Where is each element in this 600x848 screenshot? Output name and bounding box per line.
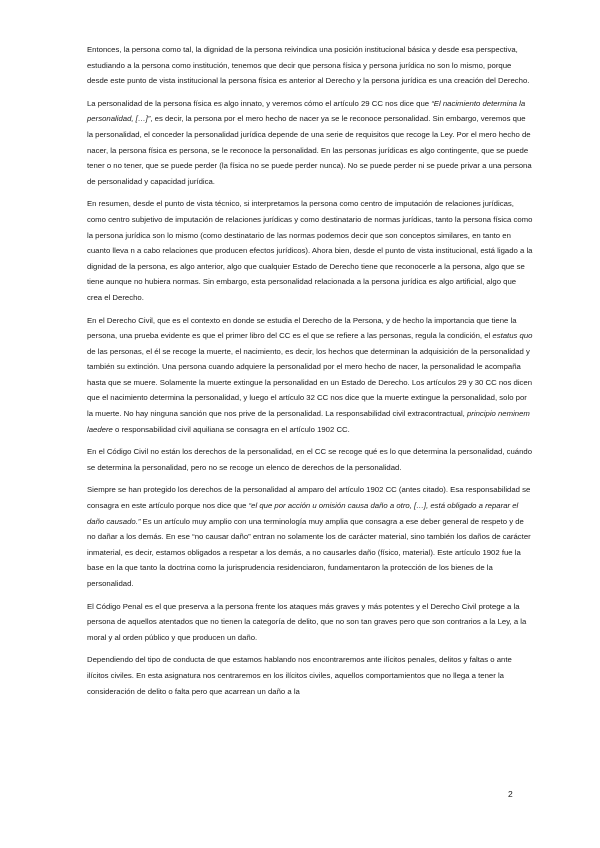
- paragraph: [87, 444, 533, 475]
- paragraph-text: de las personas, el él se recoge la muerte, el nacimiento, es decir, los hechos que determinan la adquisición de la personalidad y también su extinción. Una persona cuando adquiere la personalidad por el mero hecho de nacer, la personalidad le acompaña hasta que se muere. Solamente la muerte extingue la personalidad en un Estado de Derecho. Los artículos 29 y 30 CC nos dicen que el nacimiento determina la personalidad, y luego el artículo 32 CC nos dice que la muerte extingue la personalidad, solo por la muerte. No hay ninguna sanción que nos prive de la personalidad. La responsabilidad civil extracontractual,: [87, 346, 533, 419]
- paragraph: [87, 196, 533, 305]
- italic-text: principio neminem laedere: [87, 409, 530, 434]
- paragraph-text: Entonces, la persona como tal, la dignidad de la persona reivindica una posición institucional básica y desde esa perspectiva, estudiando a la persona como institución, tenemos que decir que persona física y persona jurídica no son lo mismo, porque desde este punto de vista institucional la persona física es anterior al Derecho y la persona jurídica es una creación del Derecho.: [87, 45, 530, 86]
- page-number: 2: [508, 789, 513, 799]
- paragraph-text: El Código Penal es el que preserva a la persona frente los ataques más graves y más potentes y el Derecho Civil protege a la persona de aquellos atentados que no tienen la categoría de delito, que no son tan graves pero que son contrarios a la Ley, a la moral y al orden público y que producen un daño.: [87, 601, 527, 642]
- paragraph: [87, 42, 533, 89]
- body-text: [87, 42, 533, 706]
- paragraph-text: En el Derecho Civil, que es el contexto en donde se estudia el Derecho de la Persona, y de hecho la importancia que tiene la persona, una prueba evidente es que el primer libro del CC es el que se refiere a las personas, regula la condición, el: [87, 315, 517, 341]
- paragraph-text: En el Código Civil no están los derechos de la personalidad, en el CC se recoge qué es lo que determina la personalidad, cuándo se determina la personalidad, pero no se recoge un elenco de derechos de la personalidad.: [87, 447, 533, 472]
- paragraph-text: Es un artículo muy amplio con una terminología muy amplia que consagra a ese deber general de respeto y de no dañar a los demás. En ese “no causar daño” entran no solamente los de carácter material, sino también los daños de carácter inmaterial, es decir, estamos obligados a respetar a los demás, a no causarles daño (físico, material). Este artículo 1902 fue la base en la que tanto la doctrina como la jurisprudencia residenciaron, fundamentaron la protección de los bienes de la personalidad.: [87, 516, 531, 588]
- paragraph-text: En resumen, desde el punto de vista técnico, si interpretamos la persona como centro de imputación de relaciones jurídicas, como centro subjetivo de imputación de relaciones jurídicas y como destinatario de normas jurídicas, tanto la persona física como la persona jurídica son lo mismo (como destinatario de las normas podemos decir que son conceptos similares, en tanto en cuanto lleva n a cabo relaciones que producen efectos jurídicos). Ahora bien, desde el punto de vista institucional, está ligado a la dignidad de la persona, es algo anterior, algo que cualquier Estado de Derecho tiene que reconocerle a la persona, algo que se tiene aunque no hubiera normas. Sin embargo, esta personalidad relacionada a la persona jurídica es algo artificial, algo que crea el Derecho.: [87, 199, 533, 302]
- paragraph-text: Dependiendo del tipo de conducta de que estamos hablando nos encontraremos ante ilícitos penales, delitos y faltas o ante ilícitos civiles. En esta asignatura nos centraremos en los ilícitos civiles, aquellos comportamientos que no llega a tener la consideración de delito o falta pero que acarrean un daño a la: [87, 655, 512, 696]
- paragraph-text: La personalidad de la persona física es algo innato, y veremos cómo el artículo 29 CC nos dice que: [87, 98, 432, 108]
- paragraph: [87, 482, 533, 591]
- paragraph: [87, 313, 533, 438]
- paragraph-text: , es decir, la persona por el mero hecho de nacer ya se le reconoce personalidad. Sin embargo, veremos que la personalidad, el conceder la personalidad jurídica depende de una serie de requisitos que recoge la Ley. Por el mero hecho de nacer, la persona física es persona, se le reconoce la personalidad. En las personas jurídicas es algo contingente, que se puede tener o no tener, que se puede perder (la física no se puede perder nunca). No se puede perder ni se puede privar a una persona de personalidad y capacidad jurídica.: [87, 114, 532, 186]
- paragraph-text: o responsabilidad civil aquiliana se consagra en el artículo 1902 CC.: [112, 424, 350, 434]
- paragraph: [87, 599, 533, 646]
- italic-text: “El nacimiento determina la personalidad, […]”: [87, 98, 526, 124]
- italic-text: “el que por acción u omisión causa daño a otro, […], está obligado a reparar el daño causado.”: [87, 501, 519, 526]
- paragraph: [87, 96, 533, 190]
- italic-text: estatus quo: [492, 331, 533, 341]
- paragraph: [87, 652, 533, 699]
- paragraph-text: Siempre se han protegido los derechos de la personalidad al amparo del artículo 1902 CC (antes citado). Esa responsabilidad se consagra en este artículo porque nos dice que: [87, 485, 531, 511]
